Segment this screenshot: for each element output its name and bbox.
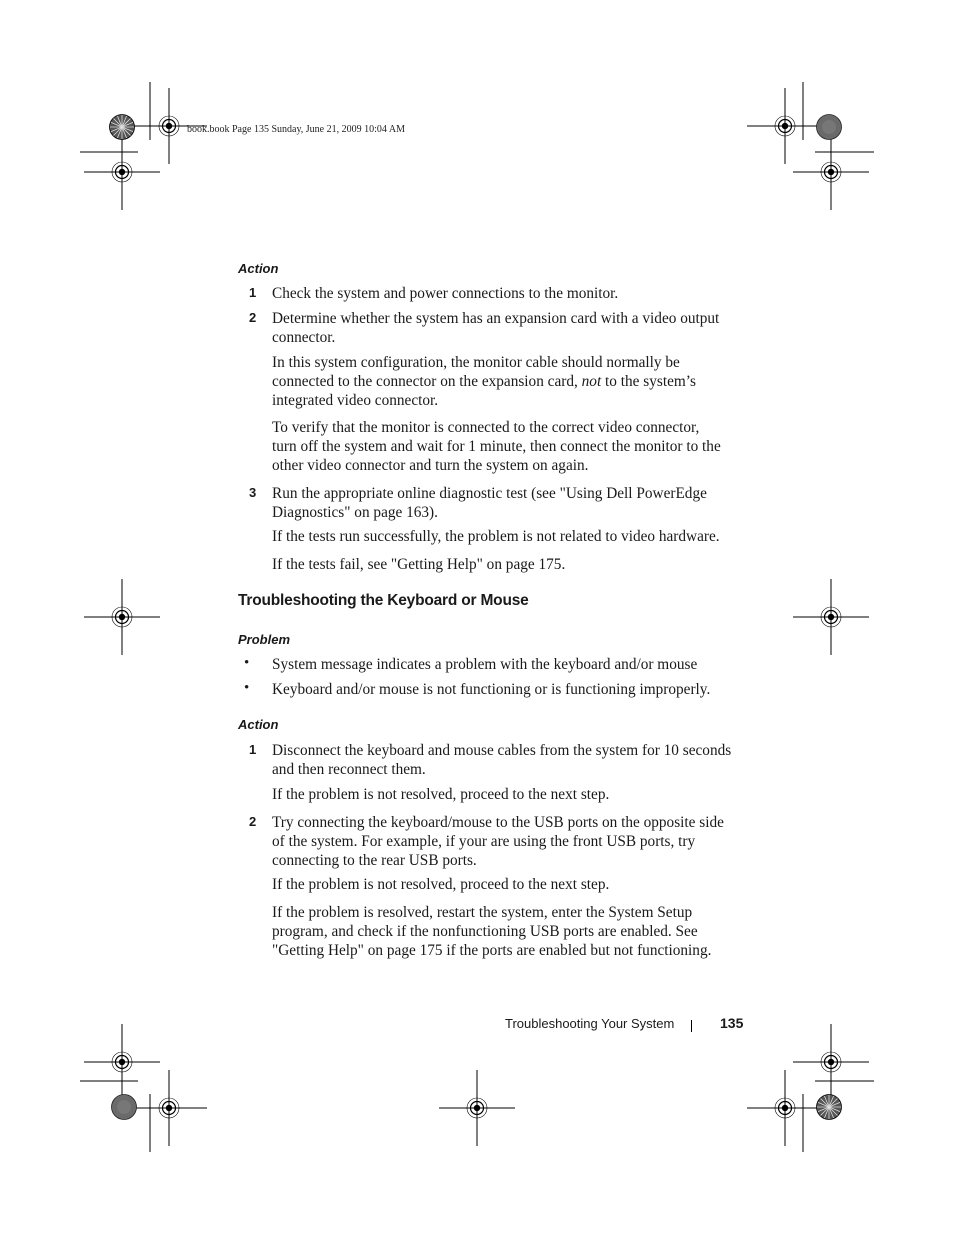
step-number: 1 bbox=[249, 285, 257, 300]
problem-subheading: Problem bbox=[238, 632, 291, 647]
action-subheading: Action bbox=[238, 717, 279, 732]
step-text: Check the system and power connections to the monitor. bbox=[272, 285, 619, 302]
emphasis: not bbox=[581, 373, 602, 390]
step-number: 3 bbox=[249, 485, 257, 500]
action-subheading: Action bbox=[238, 261, 279, 276]
page-number: 135 bbox=[720, 1015, 744, 1031]
step-text: Determine whether the system has an expansion card with a video output connector. bbox=[272, 310, 720, 346]
footer-divider bbox=[691, 1020, 692, 1032]
step-number: 2 bbox=[249, 310, 257, 325]
step-text: Disconnect the keyboard and mouse cables from the system for 10 seconds and then reconnect them. bbox=[272, 742, 732, 778]
footer-chapter-title: Troubleshooting Your System bbox=[505, 1016, 675, 1031]
section-heading: Troubleshooting the Keyboard or Mouse bbox=[238, 592, 529, 609]
step-number: 1 bbox=[249, 742, 257, 757]
step-text: Try connecting the keyboard/mouse to the USB ports on the opposite side of the system. For example, if your are using the front USB ports, try connecting to the rear USB ports. bbox=[272, 814, 724, 869]
step-text: Run the appropriate online diagnostic test (see "Using Dell PowerEdge Diagnostics" on page 163). bbox=[272, 485, 707, 521]
print-slug: book.book Page 135 Sunday, June 21, 2009 10:04 AM bbox=[187, 124, 405, 135]
step-number: 2 bbox=[249, 814, 257, 829]
